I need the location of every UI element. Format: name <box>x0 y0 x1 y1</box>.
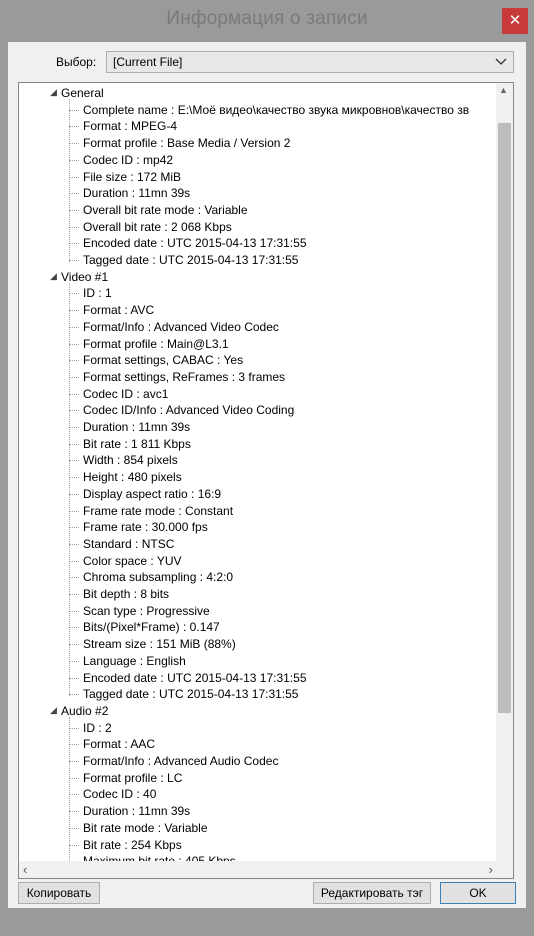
tree-item[interactable]: Codec ID : avc1 <box>83 386 169 401</box>
tree-guide-line <box>69 717 70 863</box>
chevron-down-icon <box>495 53 507 72</box>
tree-item[interactable]: Duration : 11mn 39s <box>83 804 191 819</box>
tree-guide-line <box>69 527 79 528</box>
tree-guide-line <box>69 678 79 679</box>
tree-section-header[interactable]: Audio #2 <box>61 703 109 718</box>
tree-item[interactable]: Complete name : E:\Моё видео\качество звука микровнов\качество зв <box>83 102 470 117</box>
tree-item[interactable]: Tagged date : UTC 2015-04-13 17:31:55 <box>83 253 299 267</box>
tree-guide-line <box>69 377 79 378</box>
title-bar[interactable] <box>0 0 534 40</box>
file-selector-dropdown[interactable] <box>106 51 514 73</box>
tree-item[interactable]: Format/Info : Advanced Video Codec <box>83 319 279 334</box>
tree-guide-line <box>69 694 79 695</box>
scroll-left-icon[interactable]: ‹ <box>23 862 28 877</box>
close-icon: ✕ <box>508 12 522 29</box>
tree-item[interactable]: Bit rate : 254 Kbps <box>83 837 182 852</box>
tree-guide-line <box>69 627 79 628</box>
scroll-right-icon[interactable]: › <box>488 862 493 877</box>
tree-item[interactable]: Codec ID : 40 <box>83 787 157 802</box>
tree-guide-line <box>69 360 79 361</box>
tree-item[interactable]: ID : 1 <box>83 286 112 301</box>
tree-guide-line <box>69 778 79 779</box>
tree-guide-line <box>69 160 79 161</box>
tree-guide-line <box>69 811 79 812</box>
tree-guide-line <box>69 410 79 411</box>
tree-item[interactable]: Bits/(Pixel*Frame) : 0.147 <box>83 620 220 635</box>
tree-guide-line <box>69 427 79 428</box>
tree-guide-line <box>69 444 79 445</box>
tree-item[interactable]: Scan type : Progressive <box>83 603 210 618</box>
tree-guide-line <box>69 177 79 178</box>
tree-section-header[interactable]: General <box>61 86 104 100</box>
tree-rows <box>19 83 499 859</box>
window-title: Информация о записи <box>166 8 368 29</box>
tree-guide-line <box>69 494 79 495</box>
tree-guide-line <box>69 611 79 612</box>
scroll-up-icon[interactable]: ▲ <box>499 85 508 95</box>
tree-guide-line <box>69 293 79 294</box>
tree-guide-line <box>69 283 70 697</box>
tree-item[interactable]: ID : 2 <box>83 720 112 735</box>
tree-guide-line <box>69 477 79 478</box>
tree-guide-line <box>69 661 79 662</box>
tree-item[interactable]: Width : 854 pixels <box>83 453 178 468</box>
tree-guide-line <box>69 794 79 795</box>
tree-item[interactable]: Tagged date : UTC 2015-04-13 17:31:55 <box>83 687 299 702</box>
tree-guide-line <box>69 243 79 244</box>
tree-item[interactable]: Frame rate mode : Constant <box>83 503 234 518</box>
tree-guide-line <box>69 561 79 562</box>
tree-guide-line <box>69 828 79 829</box>
tree-guide-line <box>69 310 79 311</box>
tree-item[interactable]: Chroma subsampling : 4:2:0 <box>83 570 234 585</box>
tree-item[interactable]: Language : English <box>83 653 186 668</box>
collapse-arrow-icon[interactable]: ◢ <box>50 270 57 281</box>
tree-item[interactable]: Overall bit rate : 2 068 Kbps <box>83 219 232 234</box>
tree-guide-line <box>69 126 79 127</box>
tree-item[interactable]: Format : MPEG-4 <box>83 119 178 134</box>
tree-item[interactable]: Format profile : LC <box>83 770 183 785</box>
tree-guide-line <box>69 644 79 645</box>
tree-guide-line <box>69 260 79 261</box>
tree-item[interactable]: Duration : 11mn 39s <box>83 186 191 201</box>
tree-item[interactable]: Display aspect ratio : 16:9 <box>83 486 222 501</box>
tree-section-header[interactable]: Video #1 <box>61 269 109 284</box>
tree-item[interactable]: Format settings, ReFrames : 3 frames <box>83 369 286 384</box>
tree-item[interactable]: Format profile : Base Media / Version 2 <box>83 136 291 151</box>
tree-item[interactable]: Bit rate : 1 811 Kbps <box>83 436 191 451</box>
tree-item[interactable]: Codec ID : mp42 <box>83 152 174 167</box>
tree-item[interactable]: Encoded date : UTC 2015-04-13 17:31:55 <box>83 236 307 251</box>
tree-guide-line <box>69 728 79 729</box>
tree-guide-line <box>69 544 79 545</box>
tree-guide-line <box>69 110 79 111</box>
tree-guide-line <box>69 845 79 846</box>
tree-item[interactable]: Frame rate : 30.000 fps <box>83 520 208 535</box>
tree-item[interactable]: Encoded date : UTC 2015-04-13 17:31:55 <box>83 670 307 685</box>
tree-guide-line <box>69 99 70 262</box>
tree-guide-line <box>69 143 79 144</box>
dialog-body <box>8 42 526 908</box>
vertical-scroll-thumb[interactable] <box>498 123 511 713</box>
tree-guide-line <box>69 761 79 762</box>
tree-item[interactable]: Bit depth : 8 bits <box>83 587 170 601</box>
tree-item[interactable]: File size : 172 MiB <box>83 169 182 184</box>
tree-item[interactable]: Format : AVC <box>83 303 155 318</box>
tree-item[interactable]: Color space : YUV <box>83 553 182 568</box>
tree-guide-line <box>69 210 79 211</box>
tree-guide-line <box>69 744 79 745</box>
selector-value: [Current File] <box>113 55 183 69</box>
tree-guide-line <box>69 460 79 461</box>
tree-item[interactable]: Duration : 11mn 39s <box>83 420 191 434</box>
ok-button[interactable]: OK <box>440 882 516 904</box>
scrollbar-corner <box>496 861 513 878</box>
tree-guide-line <box>69 227 79 228</box>
tree-item[interactable]: Stream size : 151 MiB (88%) <box>83 637 236 652</box>
selector-label: Выбор: <box>56 55 97 69</box>
collapse-arrow-icon[interactable]: ◢ <box>50 87 57 97</box>
close-button[interactable] <box>502 8 528 34</box>
tree-item[interactable]: Overall bit rate mode : Variable <box>83 202 248 217</box>
tree-guide-line <box>69 394 79 395</box>
vertical-scrollbar[interactable] <box>496 83 513 861</box>
copy-button[interactable]: Копировать <box>18 882 100 904</box>
edit-tag-button[interactable]: Редактировать тэг <box>313 882 431 904</box>
tree-item[interactable]: Format : AAC <box>83 737 156 752</box>
tree-guide-line <box>69 193 79 194</box>
tree-item[interactable]: Format profile : Main@L3.1 <box>83 336 229 351</box>
tree-guide-line <box>69 511 79 512</box>
tree-item[interactable]: Codec ID/Info : Advanced Video Coding <box>83 403 295 418</box>
tree-item[interactable]: Bit rate mode : Variable <box>83 820 208 835</box>
info-tree-view[interactable] <box>18 82 514 879</box>
horizontal-scrollbar[interactable] <box>19 861 497 878</box>
tree-guide-line <box>69 344 79 345</box>
tree-guide-line <box>69 594 79 595</box>
tree-guide-line <box>69 327 79 328</box>
collapse-arrow-icon[interactable]: ◢ <box>50 704 57 715</box>
tree-item[interactable]: Format/Info : Advanced Audio Codec <box>83 754 279 768</box>
tree-item[interactable]: Standard : NTSC <box>83 536 175 551</box>
tree-item[interactable]: Height : 480 pixels <box>83 470 182 485</box>
tree-guide-line <box>69 577 79 578</box>
tree-item[interactable]: Format settings, CABAC : Yes <box>83 353 244 368</box>
